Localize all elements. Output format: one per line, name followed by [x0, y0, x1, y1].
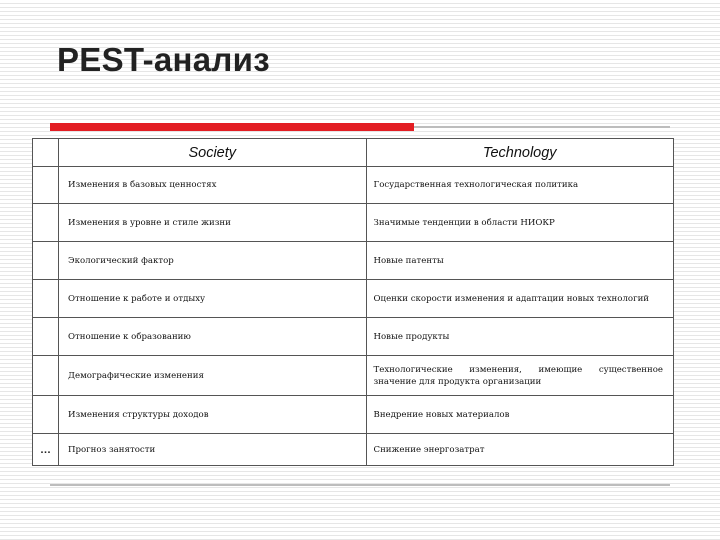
technology-cell	[366, 318, 674, 356]
header-society-cell	[59, 139, 367, 167]
table-row	[33, 396, 674, 434]
table-row	[33, 318, 674, 356]
table-row	[33, 434, 674, 466]
technology-factor: Снижение энергозатрат	[373, 444, 485, 455]
society-cell	[59, 242, 367, 280]
society-factor: Отношение к работе и отдыху	[68, 293, 206, 304]
row-marker	[33, 280, 59, 318]
society-cell	[59, 280, 367, 318]
row-marker	[33, 318, 59, 356]
row-marker	[33, 167, 59, 204]
header-technology: Technology	[482, 144, 557, 161]
row-marker	[33, 204, 59, 242]
technology-cell	[366, 280, 674, 318]
technology-factor: Государственная технологическая политика	[373, 180, 579, 190]
technology-factor: Значимые тенденции в области НИОКР	[373, 217, 555, 228]
row-marker	[33, 242, 59, 280]
table-row	[33, 204, 674, 242]
society-factor: Демографические изменения	[68, 370, 204, 381]
society-factor: Изменения в базовых ценностях	[68, 180, 217, 190]
table-row	[33, 242, 674, 280]
top-rule	[414, 126, 670, 128]
row-marker	[33, 396, 59, 434]
header-society: Society	[188, 144, 237, 161]
society-cell	[59, 396, 367, 434]
bottom-rule	[50, 484, 670, 486]
society-factor: Отношение к образованию	[68, 331, 191, 342]
technology-cell	[366, 167, 674, 204]
society-cell	[59, 167, 367, 204]
technology-factor: Внедрение новых материалов	[373, 409, 510, 420]
technology-cell	[366, 434, 674, 466]
accent-bar	[50, 123, 414, 131]
pest-table	[32, 138, 674, 466]
society-factor: Изменения структуры доходов	[68, 409, 209, 420]
technology-factor: Новые продукты	[373, 331, 450, 342]
society-cell	[59, 356, 367, 396]
society-cell	[59, 204, 367, 242]
table-header-row	[33, 139, 674, 167]
society-factor: Изменения в уровне и стиле жизни	[68, 217, 231, 228]
technology-factor: Технологические изменения, имеющие существенное значение для продукта организации	[373, 364, 663, 387]
header-marker-cell	[33, 139, 59, 167]
row-marker	[33, 356, 59, 396]
society-cell	[59, 318, 367, 356]
technology-cell	[366, 204, 674, 242]
technology-cell	[366, 396, 674, 434]
technology-cell	[366, 356, 674, 396]
row-marker: …	[33, 434, 59, 466]
table-row	[33, 167, 674, 204]
table-row	[33, 356, 674, 396]
technology-factor: Новые патенты	[373, 255, 444, 266]
header-technology-cell	[366, 139, 674, 167]
society-factor: Экологический фактор	[68, 255, 174, 266]
technology-cell	[366, 242, 674, 280]
society-cell	[59, 434, 367, 466]
society-factor: Прогноз занятости	[68, 444, 156, 455]
table-row	[33, 280, 674, 318]
technology-factor: Оценки скорости изменения и адаптации новых технологий	[373, 293, 650, 304]
slide-title: PEST-анализ	[57, 41, 270, 78]
